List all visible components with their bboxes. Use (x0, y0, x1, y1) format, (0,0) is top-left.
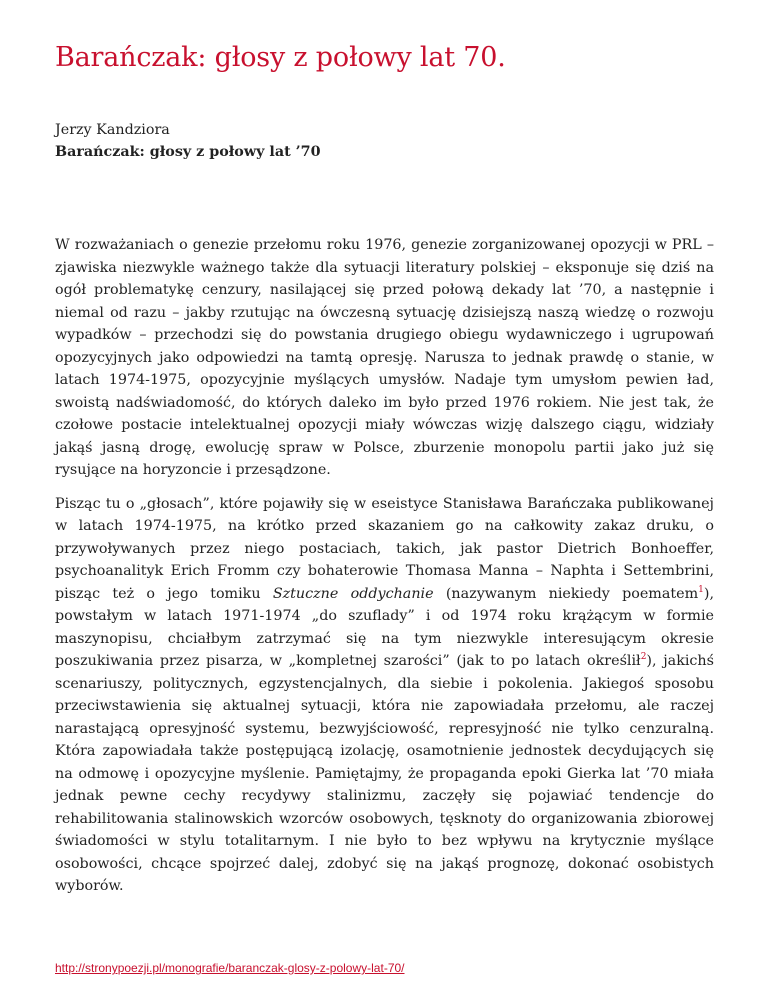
author-name: Jerzy Kandziora (55, 122, 170, 138)
paragraph-2-text: ), powstałym w latach 1971-1974 „do szuflady” i od 1974 roku krążącym w formie maszynopisu, chciałbym zatrzymać się na tym niezwykle interesującym okresie poszukiwania przez pisarza, w „kompletnej szarości” (jak to po latach określił (55, 585, 715, 669)
paragraph-2-text: Pisząc tu o „głosach”, które pojawiły się w eseistyce Stanisława Barańczaka publikowanej w latach 1974-1975, na krótko przed skazaniem go na całkowity zakaz druku, o przywoływanych przez niego postaciach, takich, jak pastor Dietrich Bonhoeffer, psychoanalityk Erich Fromm czy bohaterowie Thomasa Manna – Naphta i Settembrini, pisząc też o jego tomiku (55, 495, 714, 602)
footnote-1-link[interactable]: 1 (698, 584, 704, 595)
article-subtitle: Barańczak: głosy z połowy lat ’70 (55, 144, 321, 160)
byline (55, 119, 321, 163)
source-url-link[interactable]: http://stronypoezji.pl/monografie/baranczak-glosy-z-polowy-lat-70/ (55, 961, 405, 975)
book-title: Sztuczne oddychanie (272, 585, 434, 602)
paragraph-2 (55, 493, 714, 898)
page-title: Barańczak: głosy z połowy lat 70. (55, 42, 506, 73)
paragraph-1: W rozważaniach o genezie przełomu roku 1976, genezie zorganizowanej opozycji w PRL – zjawiska niezwykle ważnego także dla sytuacji literatury polskiej – eksponuje się dziś na ogół problematykę cenzury, nasilającej się przed połową dekady lat ’70, a następnie i niemal od razu – jakby rzutując na ówczesną sytuację dzisiejszą naszą wiedzę o rozwoju wypadków – przechodzi się do powstania drugiego obiegu wydawniczego i ugrupowań opozycyjnych jako odpowiedzi na tamtą opresję. Narusza to jednak prawdę o stanie, w latach 1974-1975, opozycyjnie myślących umysłów. Nadaje tym umysłom pewien ład, swoistą nadświadomość, do których daleko im było przed 1976 rokiem. Nie jest tak, że czołowe postacie intelektualnej opozycji miały wówczas wizję dalszego ciągu, widziały jakąś jasną drogę, ewolucję spraw w Polsce, zburzenie monopolu partii jako już się rysujące na horyzoncie i przesądzone. (55, 237, 714, 478)
paragraph-2-text: ), jakichś scenariuszy, politycznych, egzystencjalnych, dla siebie i pokolenia. Jakiegoś sposobu przeciwstawienia się aktualnej sytuacji, która nie zapowiadała przełomu, ale raczej narastającą opresyjność systemu, bezwyjściowość, represyjność nie tylko cenzuralną. Która zapowiadała także postępującą izolację, osamotnienie jednostek decydujących się na odmowę i opozycyjne myślenie. Pamiętajmy, że propaganda epoki Gierka lat ’70 miała jednak pewne cechy recydywy stalinizmu, zaczęły się pojawiać tendencje do rehabilitowania stalinowskich wzorców osobowych, tęsknoty do organizowania zbiorowej świadomości w stylu totalitarnym. I nie było to bez wpływu na krytycznie myślące osobowości, chcące spojrzeć dalej, zdobyć się na jakąś prognozę, dokonać osobistych wyborów. (55, 653, 714, 894)
article-body (55, 234, 714, 909)
paragraph-2-text: (nazywanym niekiedy poematem (433, 585, 699, 602)
footnote-2-link[interactable]: 2 (640, 652, 647, 663)
